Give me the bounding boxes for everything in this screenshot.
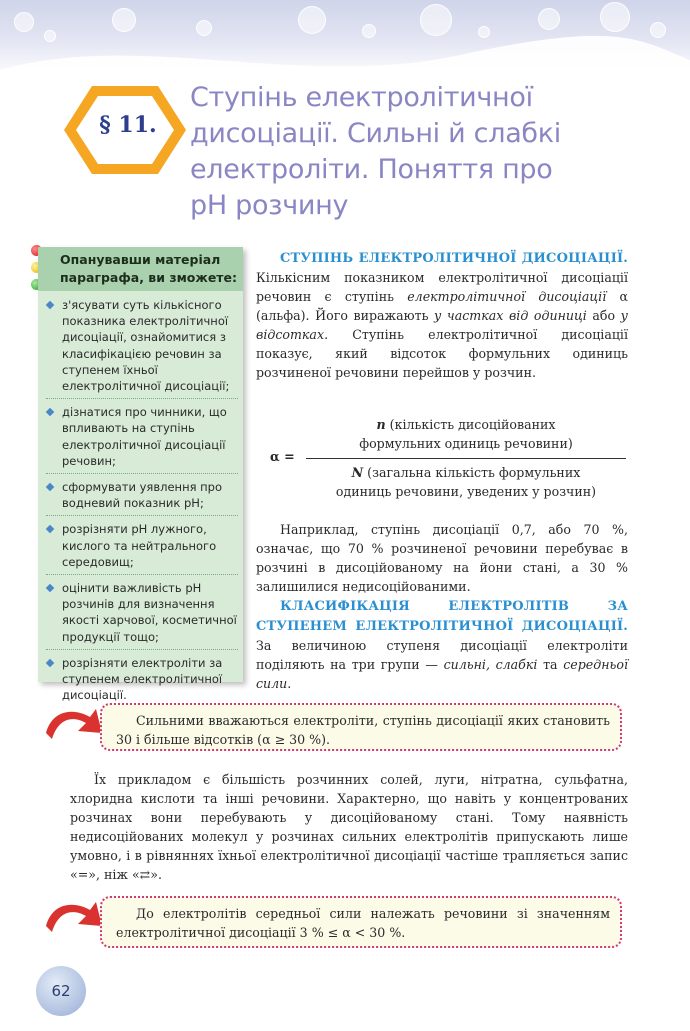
list-item: з'ясувати суть кількісного показника електролітичної дисоціації, ознайомитися з класифікацією речовин за ступенем їхньої електролітичної дисоціації; <box>46 297 238 399</box>
diamond-bullet-icon <box>46 525 54 533</box>
diamond-bullet-icon <box>46 659 54 667</box>
objectives-heading: Опанувавши матеріал параграфа, ви зможете: <box>60 252 238 285</box>
objectives-header <box>38 247 243 291</box>
diamond-bullet-icon <box>46 301 54 309</box>
fraction-line <box>306 458 626 459</box>
section-classification: КЛАСИФІКАЦІЯ ЕЛЕКТРОЛІТІВ ЗА СТУПЕНЕМ ЕЛЕКТРОЛІТИЧНОЇ ДИСОЦІАЦІЇ. За величиною ступеня дисоціації електроліти поділяють на три групи — сильні, слабкі та середньої сили. <box>256 599 628 691</box>
section-heading: СТУПІНЬ ЕЛЕКТРОЛІТИЧНОЇ ДИСОЦІАЦІЇ. <box>280 251 628 266</box>
list-item: розрізняти електроліти за ступенем електролітичної дисоціації. <box>46 655 238 708</box>
formula-numerator: n (кількість дисоційованих формульних одиниць речовини) <box>359 417 573 451</box>
section-degree-dissociation: СТУПІНЬ ЕЛЕКТРОЛІТИЧНОЇ ДИСОЦІАЦІЇ. Кількісним показником електролітичної дисоціації речовин є ступінь електролітичної дисоціації α (альфа). Його виражають у частках від одиниці або у відсотках. Ступінь електролітичної дисоціації показує, який відсоток формульних одиниць розчиненої речовини перейшов у розчин. <box>256 251 628 380</box>
header-decoration <box>0 0 690 78</box>
page-title: Ступінь електролітичної дисоціації. Сильні й слабкі електроліти. Поняття про pH розчину <box>190 82 561 221</box>
formula-denominator: N (загальна кількість формульних одиниць речовини, уведених у розчин) <box>335 465 597 499</box>
curved-arrow-icon <box>42 703 104 745</box>
page-number: 62 <box>36 966 86 1016</box>
formula-alpha: α = <box>270 449 295 464</box>
section-number: § 11. <box>99 112 157 138</box>
strong-examples-paragraph: Їх прикладом є більшість розчинних солей, луги, нітратна, сульфатна, хлоридна кислоти та інші речовини. Характерно, що навіть у концентрованих розчинах вони перебувають у дисоційованому стані. Тому наявність недисоційованих молекул у розчинах сильних електролітів припускають лише умовно, і в рівняннях їхньої електролітичної дисоціації частіше трапляється запис «=», ніж «⇄». <box>70 772 628 882</box>
diamond-bullet-icon <box>46 584 54 592</box>
list-item: оцінити важливість pH розчинів для визначення якості харчової, косметичної продукції тощо; <box>46 580 238 650</box>
list-item: розрізняти pH лужного, кислого та нейтрального середовищ; <box>46 521 238 575</box>
section-heading: КЛАСИФІКАЦІЯ ЕЛЕКТРОЛІТІВ ЗА СТУПЕНЕМ ЕЛЕКТРОЛІТИЧНОЇ ДИСОЦІАЦІЇ. <box>256 599 628 634</box>
alpha-formula <box>270 415 630 505</box>
diamond-bullet-icon <box>46 408 54 416</box>
curved-arrow-icon <box>42 896 104 938</box>
wave-decoration <box>0 30 690 78</box>
list-item: дізнатися про чинники, що впливають на ступінь електролітичної дисоціації речовин; <box>46 404 238 474</box>
section-badge <box>62 82 190 178</box>
diamond-bullet-icon <box>46 483 54 491</box>
objectives-box <box>38 247 243 703</box>
strong-electrolytes-callout: Сильними вважаються електроліти, ступінь дисоціації яких становить 30 і більше відсотків (α ≥ 30 %). <box>100 703 622 751</box>
list-item: сформувати уявлення про водневий показник pH; <box>46 479 238 516</box>
objectives-list <box>46 297 238 712</box>
example-paragraph: Наприклад, ступінь дисоціації 0,7, або 70 %, означає, що 70 % розчиненої речовини перебуває в розчині в дисоційованому на йони стані, а 30 % залишилися недисоційованими. <box>256 522 628 594</box>
medium-electrolytes-callout: До електролітів середньої сили належать речовини зі значенням електролітичної дисоціації 3 % ≤ α < 30 %. <box>100 896 622 948</box>
